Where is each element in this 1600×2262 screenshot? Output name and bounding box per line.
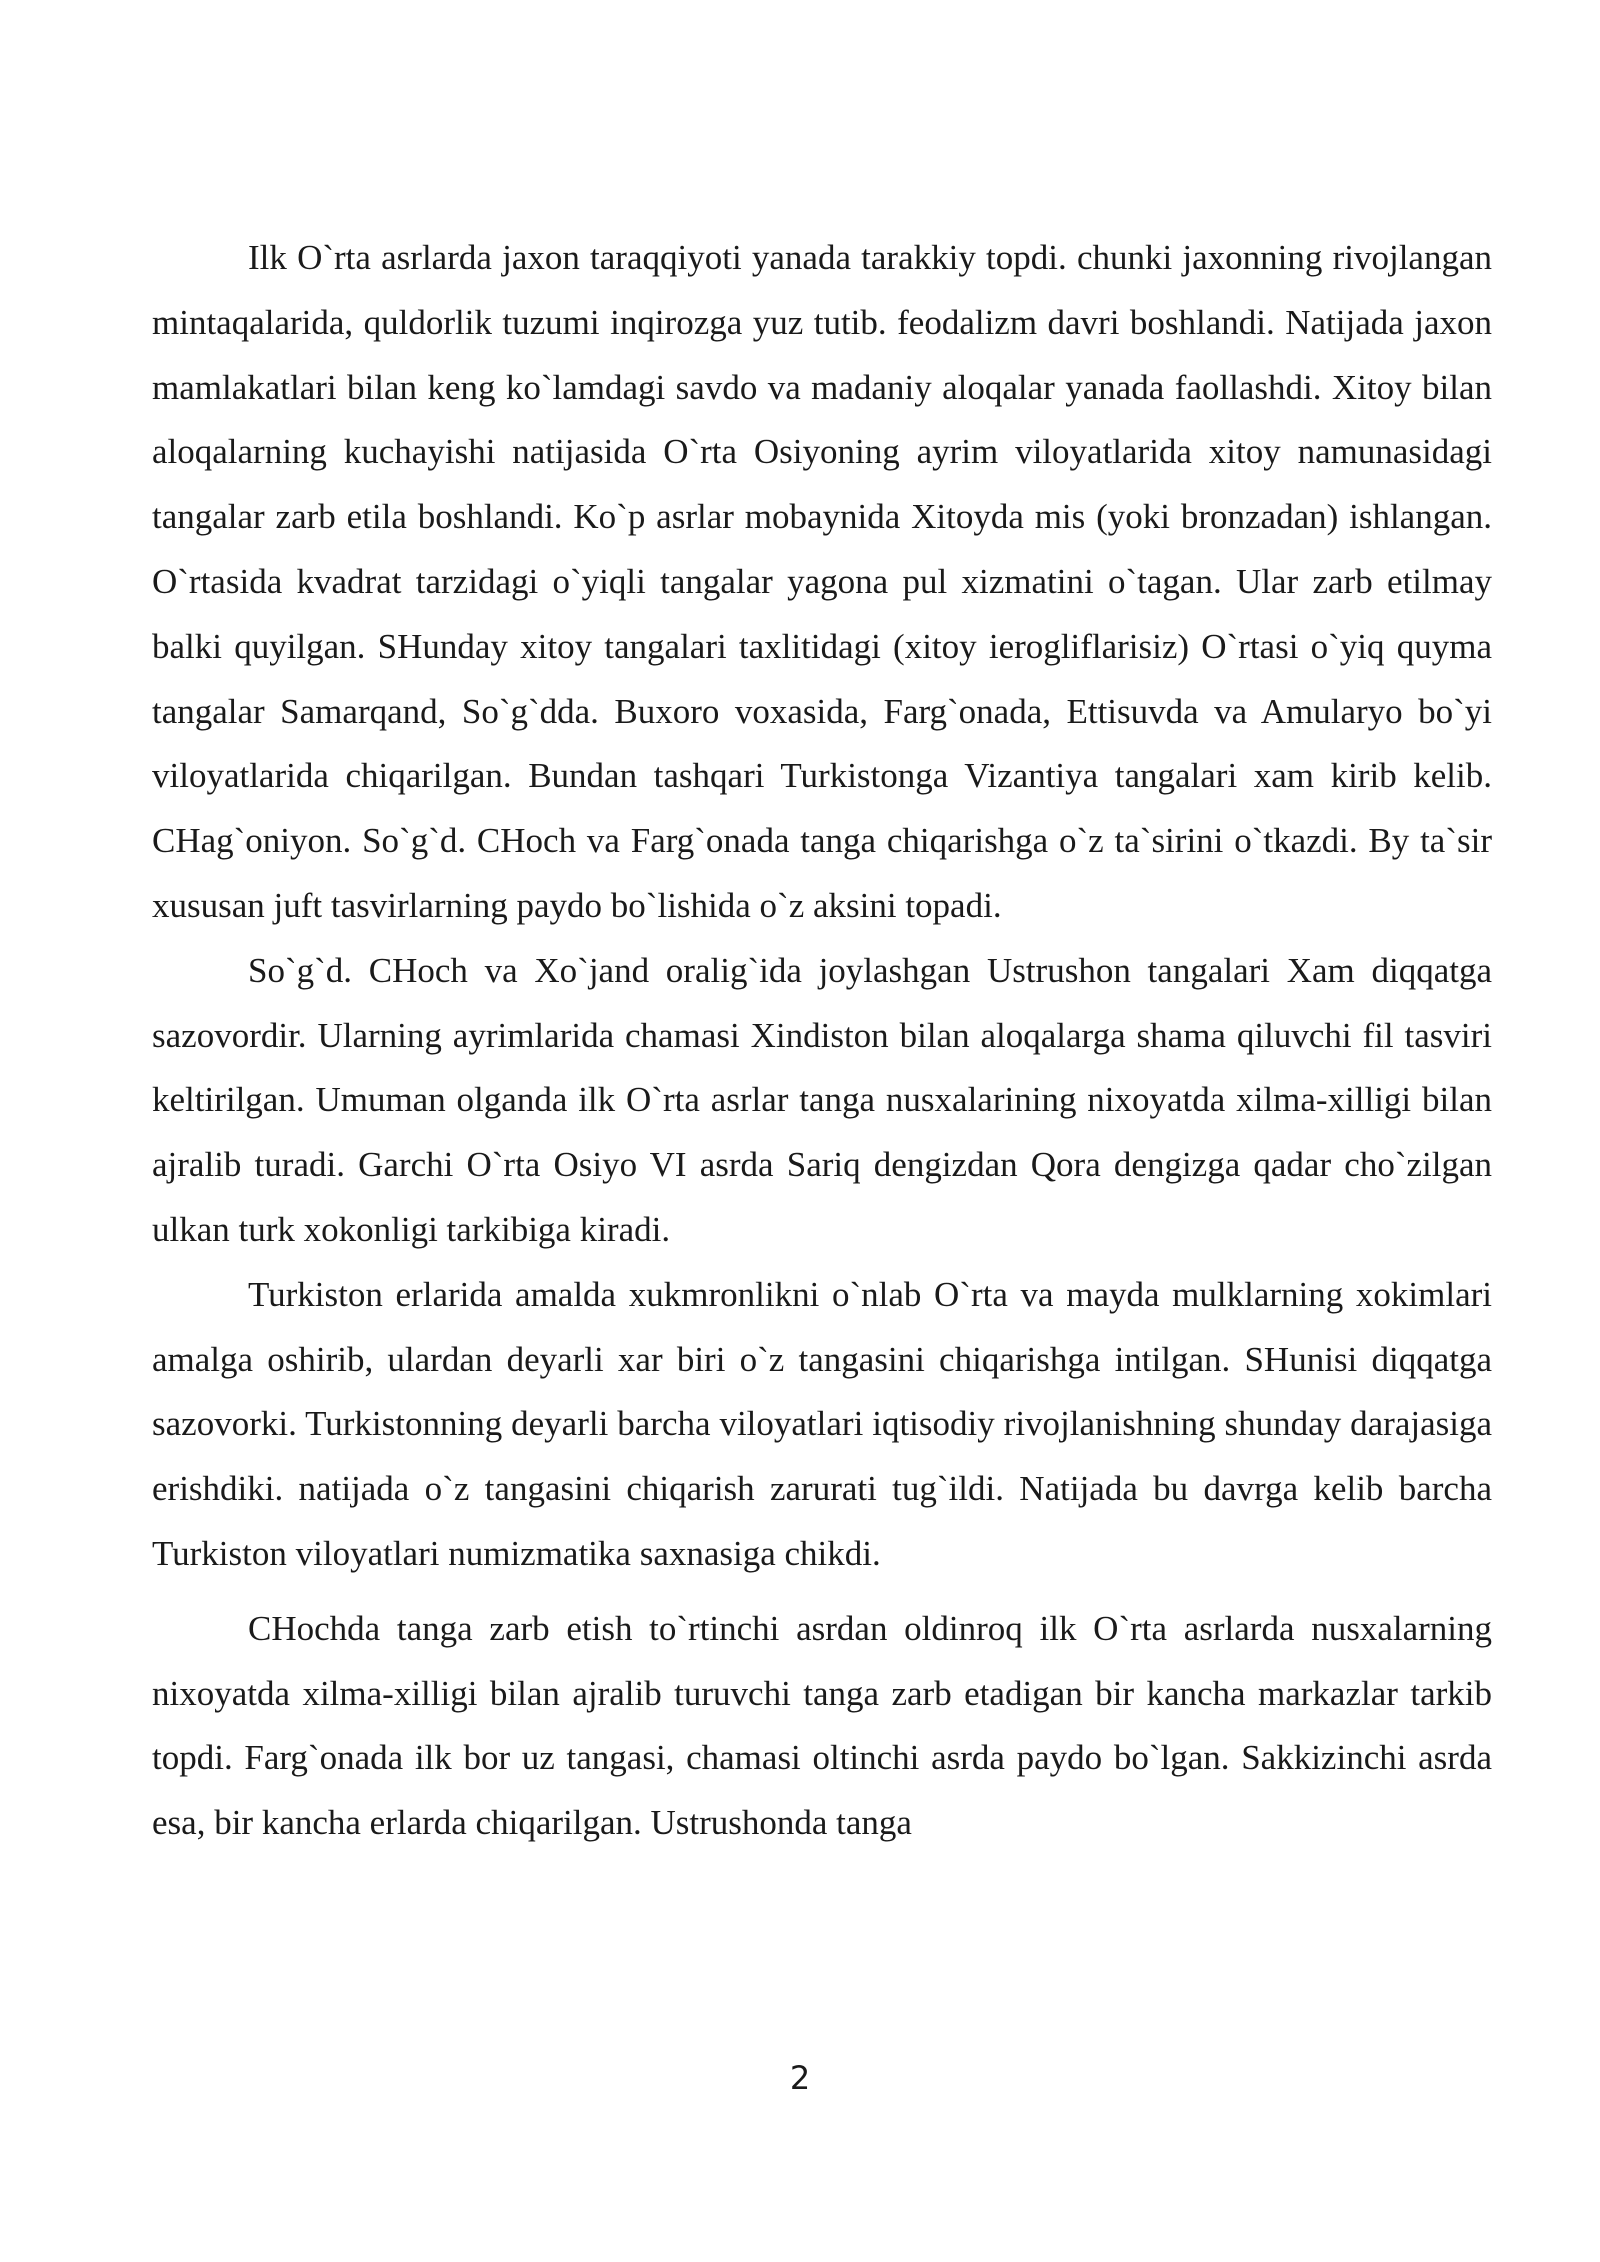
document-body — [152, 226, 1492, 1856]
page-number: 2 — [789, 2059, 811, 2097]
paragraph-3: Turkiston erlarida amalda xukmronlikni o`nlab O`rta va mayda mulklarning xokimlari amalga oshirib, ulardan deyarli xar biri o`z tangasini chiqarishga intilgan. SHunisi diqqatga sazovorki. Turkistonning deyarli barcha viloyatlari iqtisodiy rivojlanishning shunday darajasiga erishdiki. natijada o`z tangasini chiqarish zarurati tug`ildi. Natijada bu davrga kelib barcha Turkiston viloyatlari numizmatika saxnasiga chikdi. — [152, 1274, 1492, 1573]
paragraph-2: So`g`d. CHoch va Xo`jand oralig`ida joylashgan Ustrushon tangalari Xam diqqatga sazovordir. Ularning ayrimlarida chamasi Xindiston bilan aloqalarga shama qiluvchi fil tasviri keltirilgan. Umuman olganda ilk O`rta asrlar tanga nusxalarining nixoyatda xilma-xilligi bilan ajralib turadi. Garchi O`rta Osiyo VI asrda Sariq dengizdan Qora dengizga qadar cho`zilgan ulkan turk xokonligi tarkibiga kiradi. — [152, 950, 1492, 1249]
paragraph-4: CHochda tanga zarb etish to`rtinchi asrdan oldinroq ilk O`rta asrlarda nusxalarning nixoyatda xilma-xilligi bilan ajralib turuvchi tanga zarb etadigan bir kancha markazlar tarkib topdi. Farg`onada ilk bor uz tangasi, chamasi oltinchi asrda paydo bo`lgan. Sakkizinchi asrda esa, bir kancha erlarda chiqarilgan. Ustrushonda tanga — [152, 1608, 1492, 1843]
paragraph-1: Ilk O`rta asrlarda jaxon taraqqiyoti yanada tarakkiy topdi. chunki jaxonning rivojlangan mintaqalarida, quldorlik tuzumi inqirozga yuz tutib. feodalizm davri boshlandi. Natijada jaxon mamlakatlari bilan keng ko`lamdagi savdo va madaniy aloqalar yanada faollashdi. Xitoy bilan aloqalarning kuchayishi natijasida O`rta Osiyoning ayrim viloyatlarida xitoy namunasidagi tangalar zarb etila boshlandi. Ko`p asrlar mobaynida Xitoyda mis (yoki bronzadan) ishlangan. O`rtasida kvadrat tarzidagi o`yiqli tangalar yagona pul xizmatini o`tagan. Ular zarb etilmay balki quyilgan. SHunday xitoy tangalari taxlitidagi (xitoy ierogliflarisiz) O`rtasi o`yiq quyma tangalar Samarqand, So`g`dda. Buxoro voxasida, Farg`onada, Ettisuvda va Amularyo bo`yi viloyatlarida chiqarilgan. Bundan tashqari Turkistonga Vizantiya tangalari xam kirib kelib. CHag`oniyon. So`g`d. CHoch va Farg`onada tanga chiqarishga o`z ta`sirini o`tkazdi. By ta`sir xususan juft tasvirlarning paydo bo`lishida o`z aksini topadi. — [152, 238, 1492, 925]
